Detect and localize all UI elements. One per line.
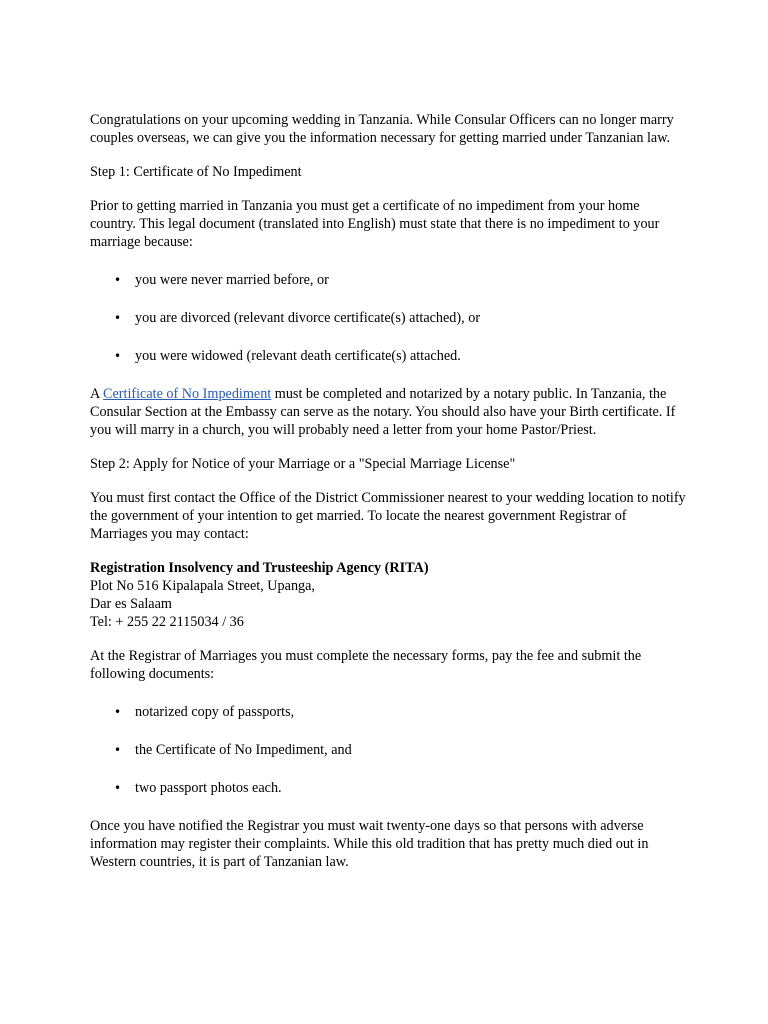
step2-heading: Step 2: Apply for Notice of your Marriage or a "Special Marriage License" xyxy=(90,456,516,472)
list-item-text: you were widowed (relevant death certificate(s) attached. xyxy=(135,348,461,364)
certificate-paragraph-rest: must be completed and notarized by a notary public. In Tanzania, the Consular Section at the Embassy can serve as the notary. You should also have your Birth certificate. If you will marry in a church, you will probably need a letter from your home Pastor/Priest. xyxy=(90,386,676,438)
agency-telephone: Tel: + 255 22 2115034 / 36 xyxy=(90,614,244,630)
certificate-paragraph-prefix: A xyxy=(90,386,104,402)
bullet-icon: • xyxy=(114,781,122,795)
agency-contact-block xyxy=(90,559,686,631)
list-item xyxy=(90,741,686,759)
list-item xyxy=(90,347,686,365)
agency-address-line2: Dar es Salaam xyxy=(90,596,172,612)
registrar-paragraph: At the Registrar of Marriages you must complete the necessary forms, pay the fee and submit the following documents: xyxy=(90,648,642,682)
list-item-text: you were never married before, or xyxy=(135,272,329,288)
agency-address-line1: Plot No 516 Kipalapala Street, Upanga, xyxy=(90,578,315,594)
bullet-icon: • xyxy=(114,349,122,363)
bullet-icon: • xyxy=(114,273,122,287)
closing-paragraph: Once you have notified the Registrar you must wait twenty-one days so that persons with adverse information may register their complaints. While this old tradition that has pretty much died out in Western countries, it is part of Tanzanian law. xyxy=(90,818,649,870)
list-item xyxy=(90,309,686,327)
document-body xyxy=(90,111,686,887)
step1-heading: Step 1: Certificate of No Impediment xyxy=(90,164,302,180)
list-item-text: two passport photos each. xyxy=(135,780,282,796)
list-item xyxy=(90,779,686,797)
step1-paragraph: Prior to getting married in Tanzania you must get a certificate of no impediment from your home country. This legal document (translated into English) must state that there is no impediment to your marriage because: xyxy=(90,198,660,250)
list-item xyxy=(90,271,686,289)
registrar-bullet-list xyxy=(90,703,686,797)
bullet-icon: • xyxy=(114,705,122,719)
certificate-of-no-impediment-link[interactable]: Certificate of No Impediment xyxy=(103,386,272,402)
bullet-icon: • xyxy=(114,311,122,325)
agency-name: Registration Insolvency and Trusteeship Agency (RITA) xyxy=(90,560,429,576)
certificate-paragraph xyxy=(90,385,686,439)
list-item-text: notarized copy of passports, xyxy=(135,704,295,720)
step2-paragraph: You must first contact the Office of the District Commissioner nearest to your wedding location to notify the government of your intention to get married. To locate the nearest government Registrar of Marriages you may contact: xyxy=(90,490,686,542)
bullet-icon: • xyxy=(114,743,122,757)
list-item-text: the Certificate of No Impediment, and xyxy=(135,742,352,758)
intro-paragraph: Congratulations on your upcoming wedding in Tanzania. While Consular Officers can no longer marry couples overseas, we can give you the information necessary for getting married under Tanzanian law. xyxy=(90,112,674,146)
list-item xyxy=(90,703,686,721)
step1-bullet-list xyxy=(90,271,686,365)
list-item-text: you are divorced (relevant divorce certificate(s) attached), or xyxy=(135,310,481,326)
